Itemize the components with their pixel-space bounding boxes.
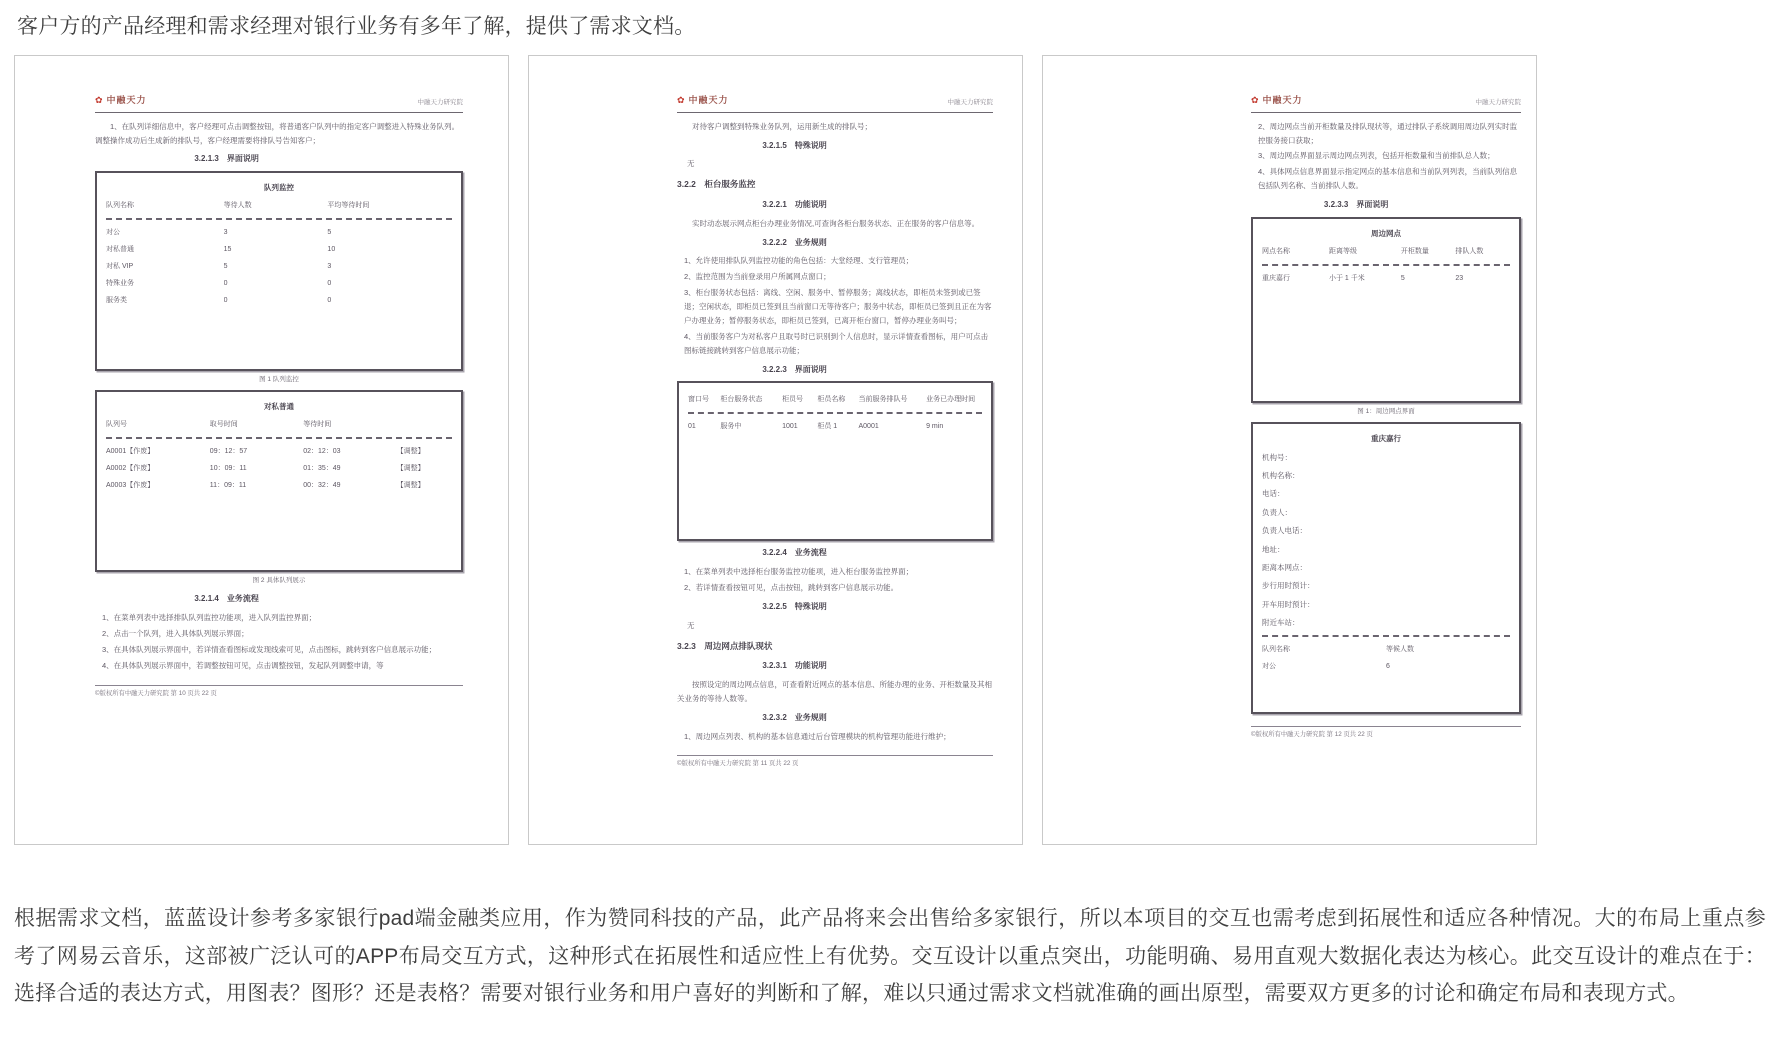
doc-list-item: 3、周边网点界面显示周边网点列表，包括开柜数量和当前排队总人数； <box>1258 151 1495 161</box>
table-header-cell: 业务已办理时间 <box>926 396 976 404</box>
document-page-thumbnail <box>1042 55 1537 845</box>
field-label: 地址： <box>1262 544 1285 554</box>
table-cell: 23 <box>1455 274 1464 282</box>
table-cell: 【调整】 <box>396 464 425 472</box>
company-logo <box>1251 92 1303 109</box>
doc-page-footer: ©版权所有中融天力研究院 第 12 页共 22 页 <box>1251 726 1521 741</box>
table-separator <box>1262 264 1510 266</box>
table-cell: 10：09：11 <box>209 464 247 472</box>
field-label: 距离本网点： <box>1262 562 1307 572</box>
doc-header <box>1251 92 1521 113</box>
table-header-cell: 排队人数 <box>1455 247 1484 255</box>
figure-caption: 图 1：周边网点界面 <box>1357 407 1415 415</box>
table-cell: 0 <box>327 279 332 287</box>
table-row <box>106 295 452 308</box>
table-header-cell: 队列号 <box>106 421 127 429</box>
doc-header <box>677 92 993 113</box>
doc-header-right-text: 中融天力研究院 <box>947 98 993 106</box>
table-row <box>106 446 452 459</box>
field-label: 步行用时预计： <box>1262 581 1315 591</box>
doc-note: 无 <box>687 620 695 630</box>
table-cell: 特殊业务 <box>106 279 134 287</box>
table-row <box>106 463 452 476</box>
table-header-row <box>688 394 982 407</box>
company-emblem-icon: ✿ <box>95 95 104 105</box>
table-header-cell: 距离等级 <box>1328 247 1357 255</box>
table-header-cell: 等待人数 <box>223 202 252 210</box>
table-cell: 0 <box>223 279 228 287</box>
figure-caption: 图 1 队列监控 <box>259 376 299 384</box>
table-header-cell: 柜台服务状态 <box>720 396 763 404</box>
table-cell: A0001【作废】 <box>106 448 155 456</box>
table-header-cell: 队列名称 <box>1262 645 1290 653</box>
doc-section-heading: 3.2.2.3 界面说明 <box>762 364 827 374</box>
table-cell: 1001 <box>782 423 798 431</box>
table-row <box>1262 661 1510 674</box>
table-title: 周边网点 <box>1371 228 1401 238</box>
doc-header-right-text: 中融天力研究院 <box>417 98 463 106</box>
table-row <box>106 480 452 493</box>
table-cell: 对公 <box>106 229 120 236</box>
table-row <box>106 278 452 291</box>
table-separator <box>1262 635 1510 637</box>
table-row <box>688 421 982 434</box>
field-label: 开车用时预计： <box>1262 599 1315 609</box>
table-cell: A0001 <box>858 423 879 431</box>
document-page-thumbnail <box>528 55 1023 845</box>
table-cell: 【调整】 <box>396 481 425 489</box>
table-cell: 01：35：49 <box>303 464 341 472</box>
company-logo-text: 中融天力 <box>1262 95 1303 105</box>
table-header-cell: 等候人数 <box>1386 645 1414 653</box>
table-cell: 对私 VIP <box>106 262 134 270</box>
doc-list-item: 2、若详情查看按钮可见，点击按钮，跳转到客户信息展示功能。 <box>684 582 899 592</box>
table-header-row <box>1262 644 1510 657</box>
table-title: 重庆嘉行 <box>1371 433 1401 443</box>
table-header-cell: 开柜数量 <box>1400 247 1429 255</box>
table-header-cell: 取号时间 <box>209 421 238 429</box>
table-cell: 5 <box>223 262 228 270</box>
table-cell: 9 min <box>926 423 944 431</box>
doc-section-heading: 3.2.3.3 界面说明 <box>1323 200 1389 210</box>
table-cell: A0003【作废】 <box>106 481 155 489</box>
table-row <box>106 227 452 240</box>
doc-paragraph: 对待客户调整到特殊业务队列，运用新生成的排队号； <box>692 121 872 131</box>
table-cell: 5 <box>1400 274 1405 282</box>
doc-section-heading: 3.2.1.5 特殊说明 <box>762 140 827 150</box>
field-label: 附近车站： <box>1262 618 1300 628</box>
doc-section-heading: 3.2.2.1 功能说明 <box>762 199 827 209</box>
doc-note: 无 <box>687 159 695 169</box>
company-logo <box>677 92 729 109</box>
document-thumbnails-row <box>14 55 1537 845</box>
table-row <box>1262 273 1510 286</box>
document-page <box>1251 92 1521 740</box>
document-page-thumbnail <box>14 55 509 845</box>
table-header-cell: 等待时间 <box>303 421 332 429</box>
doc-page-footer: ©版权所有中融天力研究院 第 11 页共 22 页 <box>677 755 993 770</box>
table-header-row <box>106 200 452 213</box>
intro-paragraph: 客户方的产品经理和需求经理对银行业务有多年了解，提供了需求文档。 <box>17 15 696 38</box>
table-cell: 0 <box>327 296 332 304</box>
document-page <box>677 92 993 770</box>
table-separator <box>688 412 982 414</box>
table-cell: A0002【作废】 <box>106 464 155 472</box>
doc-list-item: 4、在具体队列展示界面中，若调整按钮可见，点击调整按钮，发起队列调整申请，等 <box>102 660 384 670</box>
table-cell: 5 <box>327 229 332 236</box>
outro-paragraph: 根据需求文档，蓝蓝设计参考多家银行pad端金融类应用，作为赞同科技的产品，此产品将来会出售给多家银行，所以本项目的交互也需考虑到拓展性和适应各种情况。大的布局上重点参考了网易云音乐，这部被广泛认可的APP布局交互方式，这种形式在拓展性和适应性上有优势。交互设计以重点突出，功能明确、易用直观大数据化表达为核心。此交互设计的难点在于：选择合适的表达方式，用图表？图形？还是表格？需要对银行业务和用户喜好的判断和了解，难以只通过需求文档就准确的画出原型，需要双方更多的讨论和确定布局和表现方式。 <box>14 907 1766 1005</box>
table-cell: 服务中 <box>720 423 742 431</box>
table-header-row <box>106 419 452 432</box>
table-header-row <box>1262 246 1510 259</box>
table-header-cell: 柜员名称 <box>817 396 846 404</box>
doc-section-heading: 3.2.3.2 业务规则 <box>762 712 827 722</box>
doc-section-heading: 3.2.2.2 业务规则 <box>762 237 827 247</box>
field-label: 负责人电话： <box>1262 526 1307 536</box>
field-label: 机构名称： <box>1262 471 1300 481</box>
table-cell: 10 <box>327 245 336 253</box>
table-header-cell: 窗口号 <box>688 396 709 404</box>
doc-list-item: 4、当前服务客户为对私客户且取号时已识别到个人信息时，显示详情查看图标，用户可点击图标链接跳转到客户信息展示功能； <box>684 331 989 355</box>
doc-list-item: 2、点击一个队列，进入具体队列展示界面； <box>102 628 249 638</box>
doc-list-item: 1、周边网点列表、机构的基本信息通过后台管理模块的机构管理功能进行维护； <box>684 731 951 741</box>
field-label: 机构号： <box>1262 452 1292 462</box>
doc-chapter-heading: 3.2.2 柜台服务监控 <box>677 179 756 190</box>
table-header-cell: 队列名称 <box>106 202 134 210</box>
doc-section-heading: 3.2.2.4 业务流程 <box>762 548 827 558</box>
doc-section-heading: 3.2.3.1 功能说明 <box>762 661 827 671</box>
table-cell: 对公 <box>1262 662 1276 670</box>
data-table <box>95 390 463 572</box>
table-cell: 01 <box>688 423 696 431</box>
doc-chapter-heading: 3.2.3 周边网点排队现状 <box>677 640 773 651</box>
data-table <box>1251 217 1521 403</box>
table-cell: 服务类 <box>106 296 127 304</box>
table-cell: 对私普通 <box>106 245 134 253</box>
table-cell: 00：32：49 <box>303 481 341 489</box>
field-label: 负责人： <box>1262 507 1292 517</box>
doc-list-item: 1、在菜单列表中选择柜台服务监控功能项，进入柜台服务监控界面； <box>684 567 914 577</box>
company-emblem-icon: ✿ <box>677 95 686 105</box>
table-header-cell <box>397 419 452 432</box>
document-page <box>95 92 463 699</box>
table-cell: 3 <box>327 262 332 270</box>
doc-section-heading: 3.2.1.4 业务流程 <box>194 594 259 604</box>
company-logo-text: 中融天力 <box>688 95 729 105</box>
doc-list-item: 1、允许使用排队队列监控功能的角色包括：大堂经理、支行管理员； <box>684 256 914 266</box>
field-label: 电话： <box>1262 489 1285 499</box>
data-table <box>677 381 993 541</box>
company-emblem-icon: ✿ <box>1251 95 1260 105</box>
doc-paragraph: 按照设定的周边网点信息，可查看附近网点的基本信息、所能办理的业务、开柜数量及其相关业务的等待人数等。 <box>677 680 992 703</box>
doc-list-item: 4、具体网点信息界面显示指定网点的基本信息和当前队列列表，当前队列信息包括队列名称、当前排队人数。 <box>1258 167 1518 191</box>
table-separator <box>106 218 452 220</box>
table-header-cell: 网点名称 <box>1262 247 1290 255</box>
table-title: 队列监控 <box>264 183 294 193</box>
table-cell: 09：12：57 <box>209 448 248 456</box>
doc-list-item: 2、周边网点当前开柜数量及排队现状等，通过排队子系统调用周边队列实时监控服务接口获取； <box>1258 121 1518 145</box>
table-row <box>106 261 452 274</box>
data-table <box>95 171 463 371</box>
table-cell: 11：09：11 <box>209 481 247 489</box>
figure-caption: 图 2 具体队列展示 <box>252 577 306 585</box>
table-cell: 0 <box>223 296 228 304</box>
table-cell: 3 <box>223 229 228 236</box>
table-row <box>106 244 452 257</box>
doc-list-item: 3、在具体队列展示界面中，若详情查看图标或发现线索可见，点击图标，跳转到客户信息展示功能； <box>102 644 437 654</box>
table-cell: 重庆嘉行 <box>1262 274 1290 282</box>
doc-section-heading: 3.2.2.5 特殊说明 <box>762 601 827 611</box>
doc-header-right-text: 中融天力研究院 <box>1475 98 1521 106</box>
table-cell: 15 <box>223 245 232 253</box>
table-cell: 02：12：03 <box>303 448 341 456</box>
table-separator <box>106 437 452 439</box>
doc-paragraph: 实时动态展示网点柜台办理业务情况,可查询各柜台服务状态、正在服务的客户信息等。 <box>692 218 980 228</box>
doc-page-footer: ©版权所有中融天力研究院 第 10 页共 22 页 <box>95 685 463 700</box>
table-header-cell: 柜员号 <box>782 396 804 404</box>
table-cell: 6 <box>1386 662 1390 670</box>
table-cell: 柜员 1 <box>817 423 838 431</box>
doc-list-item: 3、柜台服务状态包括：离线、空闲、服务中、暂停服务；离线状态，即柜员未签到或已签退；空闲状态，即柜员已签到且当前窗口无等待客户；服务中状态，即柜员已签到且正在为客户办理业务；暂停服务状态，即柜员已签到，已离开柜台窗口，暂停办理业务叫号； <box>684 288 992 325</box>
doc-paragraph: 1、在队列详细信息中，客户经理可点击调整按钮，将普通客户队列中的指定客户调整进入特殊业务队列。调整操作成功后生成新的排队号，客户经理需要将排队号告知客户； <box>95 121 460 145</box>
doc-list-item: 1、在菜单列表中选择排队队列监控功能项，进入队列监控界面； <box>102 613 317 623</box>
table-header-cell: 当前服务排队号 <box>858 396 908 404</box>
company-logo-text: 中融天力 <box>106 95 147 105</box>
doc-header <box>95 92 463 113</box>
table-title: 对私普通 <box>264 402 294 412</box>
table-cell: 【调整】 <box>396 448 425 456</box>
table-cell: 小于 1 千米 <box>1328 274 1365 282</box>
doc-list-item: 2、监控范围为当前登录用户所属网点窗口； <box>684 272 831 282</box>
table-header-cell: 平均等待时间 <box>327 202 370 210</box>
doc-section-heading: 3.2.1.3 界面说明 <box>194 154 259 164</box>
company-logo <box>95 92 147 109</box>
detail-table <box>1251 422 1521 714</box>
